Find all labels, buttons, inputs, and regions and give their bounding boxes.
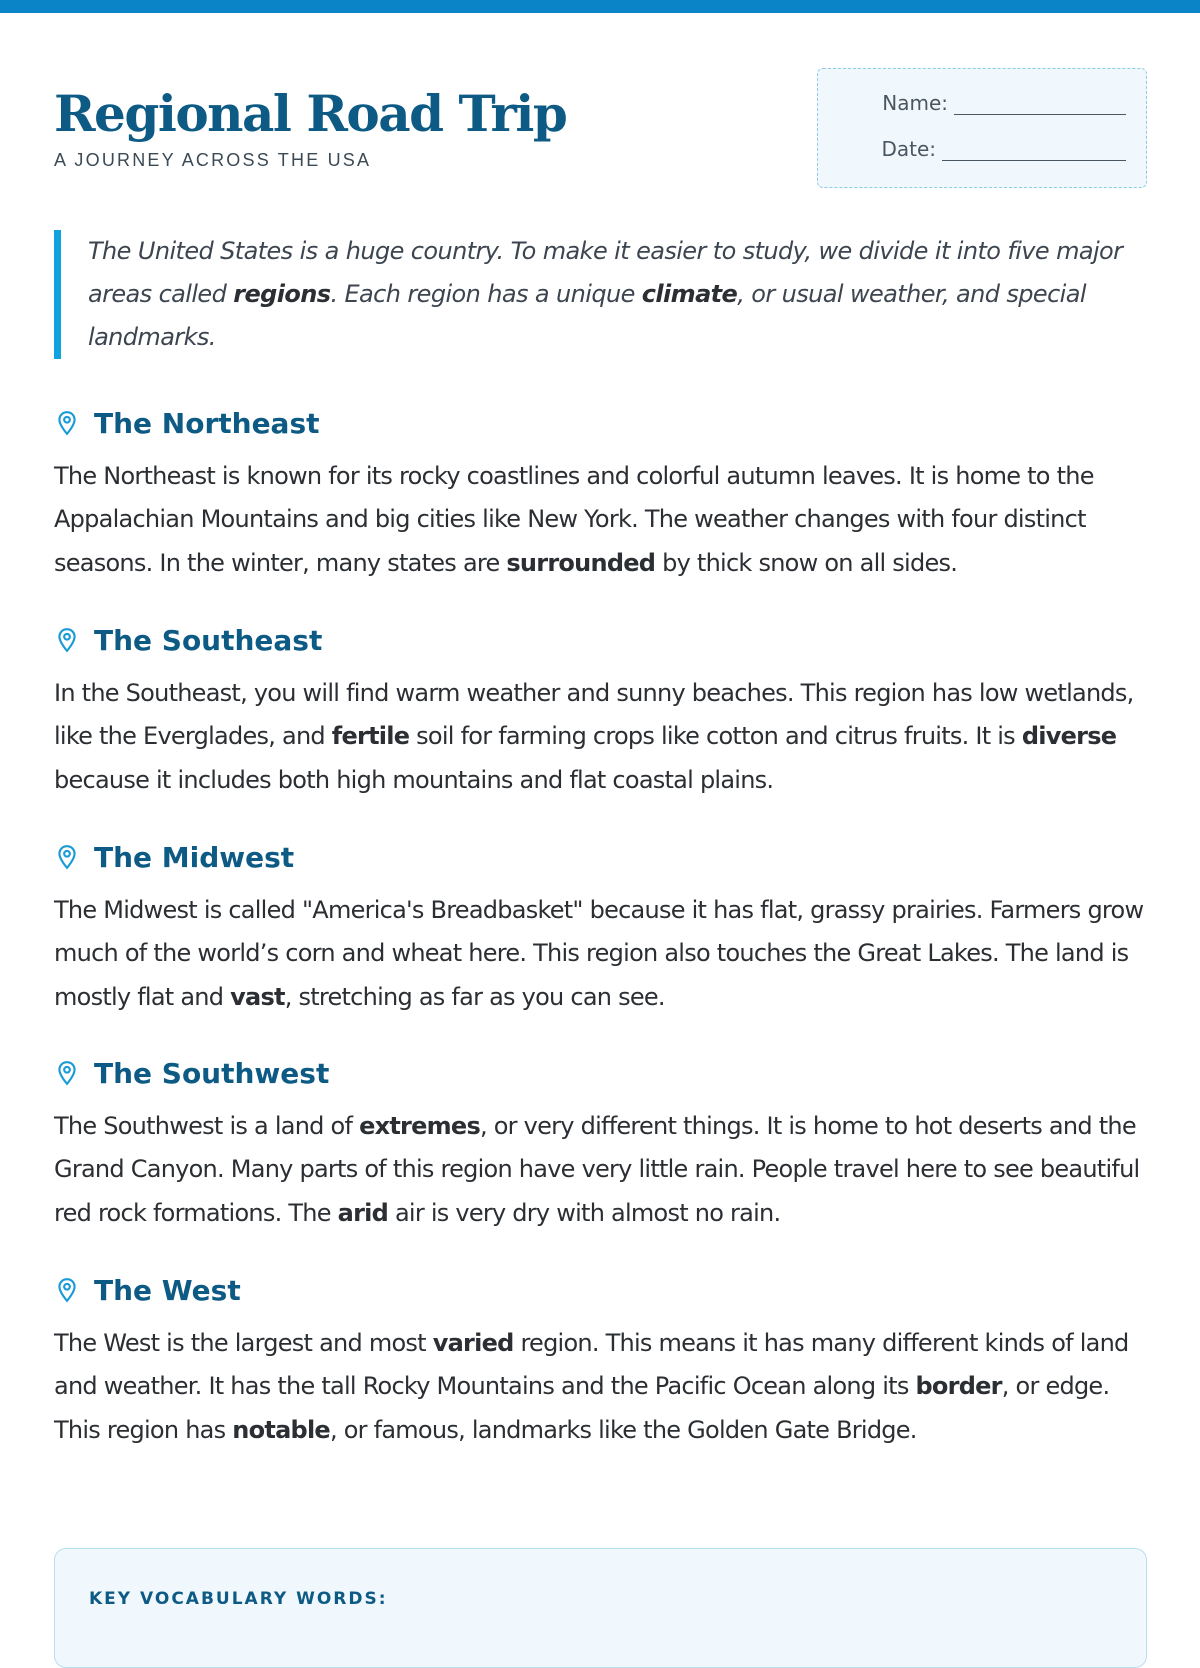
name-row	[882, 91, 1126, 115]
section-body	[54, 889, 1147, 1019]
body-text: The Midwest is called "America's Breadbasket" because it has flat, grassy prairies. Farmers grow much of the world’s corn and wheat here. This region also touches the Great Lakes. The land is mostly flat and	[54, 896, 1144, 1011]
section-heading	[54, 837, 1147, 877]
section-heading	[54, 1053, 1147, 1093]
section-heading-text: The Northeast	[94, 406, 320, 440]
section-heading	[54, 403, 1147, 443]
body-text: soil for farming crops like cotton and citrus fruits. It is	[409, 722, 1022, 751]
name-date-box	[817, 68, 1147, 188]
body-text: The West is the largest and most	[54, 1329, 433, 1357]
section-body	[54, 672, 1147, 802]
vocabulary-box	[54, 1548, 1147, 1668]
vocab-term-diverse: diverse	[1021, 722, 1117, 751]
body-text: region. This means it has many different kinds of land and weather. It has the tall Rocky Mountains and the Pacific Ocean along its	[54, 1329, 1129, 1401]
map-pin-icon	[54, 1060, 80, 1086]
name-blank-line	[954, 94, 1126, 115]
map-pin-icon	[54, 1277, 80, 1303]
body-text: air is very dry with almost no rain.	[388, 1198, 781, 1227]
body-text: , stretching as far as you can see.	[284, 982, 665, 1011]
page-subtitle: A JOURNEY ACROSS THE USA	[54, 150, 372, 170]
vocabulary-title: KEY VOCABULARY WORDS:	[89, 1589, 388, 1609]
map-pin-icon	[54, 627, 80, 653]
vocab-term-border: border	[915, 1372, 1002, 1401]
name-label: Name:	[882, 91, 948, 115]
map-pin-icon	[54, 410, 80, 436]
section-midwest	[54, 837, 1147, 1019]
section-heading-text: The Southeast	[94, 623, 323, 657]
worksheet-page	[54, 0, 1147, 1609]
date-label: Date:	[881, 137, 936, 161]
intro-term-climate: climate	[641, 280, 738, 308]
vocab-term-arid: arid	[337, 1198, 389, 1227]
section-west	[54, 1270, 1147, 1452]
section-body	[54, 1322, 1147, 1452]
body-text: , or very different things. It is home to hot deserts and the Grand Canyon. Many parts of this region have very little rain. People travel here to see beautiful red rock formations. The	[54, 1112, 1140, 1227]
body-text: because it includes both high mountains and flat coastal plains.	[54, 765, 774, 794]
body-text: , or edge. This region has	[54, 1372, 1110, 1444]
body-text: , or famous, landmarks like the Golden Gate Bridge.	[329, 1415, 917, 1444]
body-text: by thick snow on all sides.	[655, 548, 958, 577]
worksheet-header	[54, 0, 1147, 200]
intro-paragraph	[54, 230, 1147, 359]
section-heading-text: The Southwest	[94, 1056, 330, 1090]
vocab-term-fertile: fertile	[331, 722, 410, 751]
section-southwest	[54, 1053, 1147, 1235]
intro-text: , or usual weather, and special landmarks.	[88, 280, 1086, 351]
body-text: In the Southeast, you will find warm weather and sunny beaches. This region has low wetlands, like the Everglades, and	[54, 679, 1134, 751]
page-title: Regional Road Trip	[54, 84, 567, 143]
vocab-term-surrounded: surrounded	[506, 548, 656, 577]
section-body	[54, 1105, 1147, 1235]
intro-text: The United States is a huge country. To make it easier to study, we divide it into five major areas called	[88, 237, 1123, 308]
date-row	[881, 137, 1126, 161]
section-northeast	[54, 403, 1147, 585]
intro-term-regions: regions	[233, 280, 331, 308]
vocab-term-extremes: extremes	[359, 1112, 480, 1140]
vocab-term-varied: varied	[432, 1329, 514, 1357]
body-text: The Southwest is a land of	[54, 1112, 360, 1140]
vocab-term-vast: vast	[230, 982, 285, 1011]
intro-text: . Each region has a unique	[330, 280, 642, 308]
vocab-term-notable: notable	[232, 1415, 330, 1444]
body-text: The Northeast is known for its rocky coastlines and colorful autumn leaves. It is home to the Appalachian Mountains and big cities like New York. The weather changes with four distinct seasons. In the winter, many states are	[54, 462, 1094, 577]
section-heading	[54, 1270, 1147, 1310]
section-heading-text: The Midwest	[94, 840, 295, 874]
section-heading-text: The West	[94, 1273, 241, 1307]
section-heading	[54, 620, 1147, 660]
date-blank-line	[942, 140, 1126, 161]
section-body	[54, 455, 1147, 585]
map-pin-icon	[54, 844, 80, 870]
section-southeast	[54, 620, 1147, 802]
